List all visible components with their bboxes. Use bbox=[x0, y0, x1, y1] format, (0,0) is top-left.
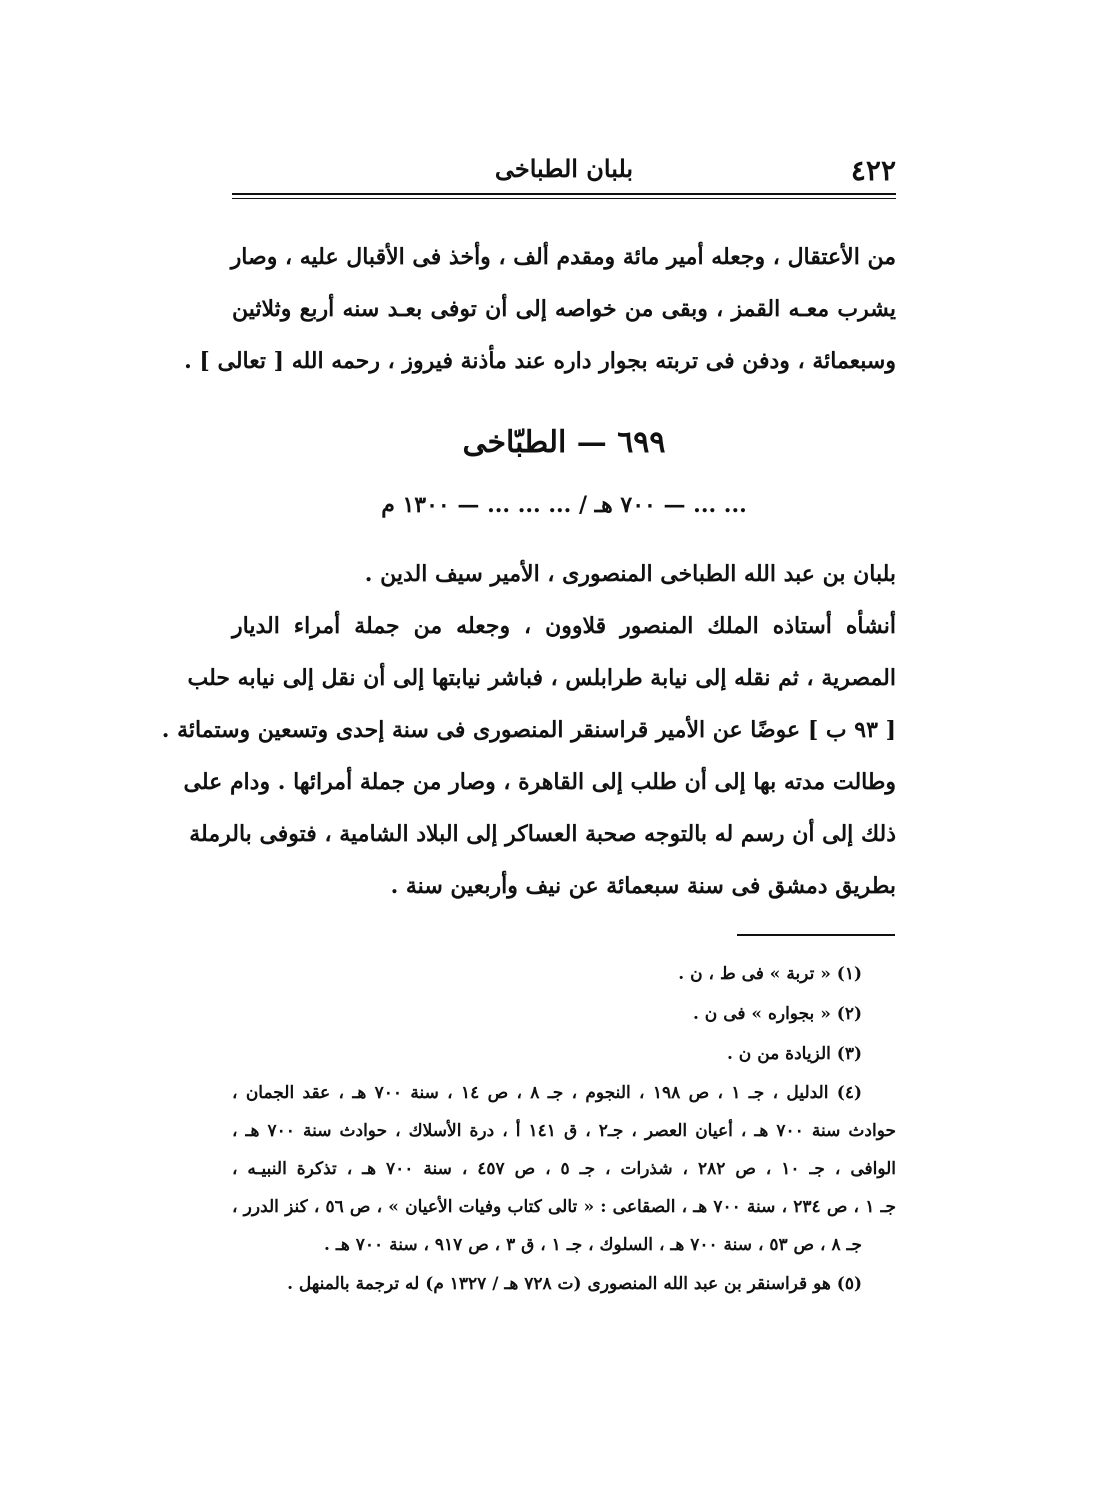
footnote-rule bbox=[737, 934, 895, 936]
footnote-4-line: حوادث سنة ٧٠٠ هـ ، أعيان العصر ، جـ٢ ، ق ١٤١ أ ، درة الأسلاك ، حوادث سنة ٧٠٠ هـ ، bbox=[232, 1121, 896, 1141]
footnote-1: (١) « تربة » فى ط ، ن . bbox=[678, 964, 862, 984]
entry-body bbox=[161, 548, 896, 912]
footnote-4-line: الوافى ، جـ ١٠ ، ص ٢٨٢ ، شذرات ، جـ ٥ ، ص ٤٥٧ ، سنة ٧٠٠ هـ ، تذكرة النبيـه ، bbox=[232, 1159, 897, 1179]
footnote-4-line: (٤) الدليل ، جـ ١ ، ص ١٩٨ ، النجوم ، جـ ٨ ، ص ١٤ ، سنة ٧٠٠ هـ ، عقد الجمان ، bbox=[232, 1083, 863, 1103]
footnote-2: (٢) « بجواره » فى ن . bbox=[692, 1004, 862, 1024]
entry-line: ذلك إلى أن رسم له بالتوجه صحبة العساكر إلى البلاد الشامية ، فتوفى بالرملة bbox=[189, 821, 896, 847]
continuation-line: من الأعتقال ، وجعله أمير مائة ومقدم ألف ، وأخذ فى الأقبال عليه ، وصار bbox=[230, 244, 896, 270]
entry-line: المصرية ، ثم نقله إلى نيابة طرابلس ، فباشر نيابتها إلى أن نقل إلى نيابه حلب bbox=[187, 665, 896, 691]
entry-line: أنشأه أستاذه الملك المنصور قلاوون ، وجعله من جملة أمراء الديار bbox=[232, 613, 896, 639]
footnote-5: (٥) هو قراسنقر بن عبد الله المنصورى (ت ٧٢٨ هـ / ١٣٢٧ م) له ترجمة بالمنهل . bbox=[287, 1274, 862, 1294]
entry-line: بلبان بن عبد الله الطباخى المنصورى ، الأمير سيف الدين . bbox=[364, 561, 896, 587]
entry-title: ٦٩٩ — الطبّاخى bbox=[462, 425, 666, 460]
entry-dates: ... ... — ٧٠٠ هـ / ... ... ... — ١٣٠٠ م bbox=[381, 492, 747, 518]
footnotes bbox=[232, 954, 896, 1304]
footnote-3: (٣) الزيادة من ن . bbox=[726, 1044, 862, 1064]
page-header bbox=[232, 150, 896, 190]
footnote-4-line: جـ ٨ ، ص ٥٣ ، سنة ٧٠٠ هـ ، السلوك ، جـ ١ ، ق ٣ ، ص ٩١٧ ، سنة ٧٠٠ هـ . bbox=[324, 1235, 862, 1255]
header-rule-thin bbox=[232, 198, 896, 199]
header-rule bbox=[232, 193, 896, 195]
continuation-line: يشرب معـه القمز ، وبقى من خواصه إلى أن توفى بعـد سنه أربع وثلاثين bbox=[232, 296, 896, 322]
entry-line: بطريق دمشق فى سنة سبعمائة عن نيف وأربعين سنة . bbox=[390, 873, 896, 899]
running-title: بلبان الطباخى bbox=[494, 154, 634, 183]
entry-line: وطالت مدته بها إلى أن طلب إلى القاهرة ، وصار من جملة أمرائها . ودام على bbox=[183, 769, 896, 795]
continuation-paragraph bbox=[184, 231, 896, 387]
entry-line: [ ٩٣ ب ] عوضًا عن الأمير قراسنقر المنصورى فى سنة إحدى وتسعين وستمائة . bbox=[161, 717, 896, 743]
continuation-line: وسبعمائة ، ودفن فى تربته بجوار داره عند مأذنة فيروز ، رحمه الله [ تعالى ] . bbox=[184, 348, 896, 374]
page-number: ٤٢٢ bbox=[850, 154, 896, 187]
footnote-4-line: جـ ١ ، ص ٢٣٤ ، سنة ٧٠٠ هـ ، الصقاعى : « تالى كتاب وفيات الأعيان » ، ص ٥٦ ، كنز الدرر ، bbox=[232, 1197, 897, 1217]
